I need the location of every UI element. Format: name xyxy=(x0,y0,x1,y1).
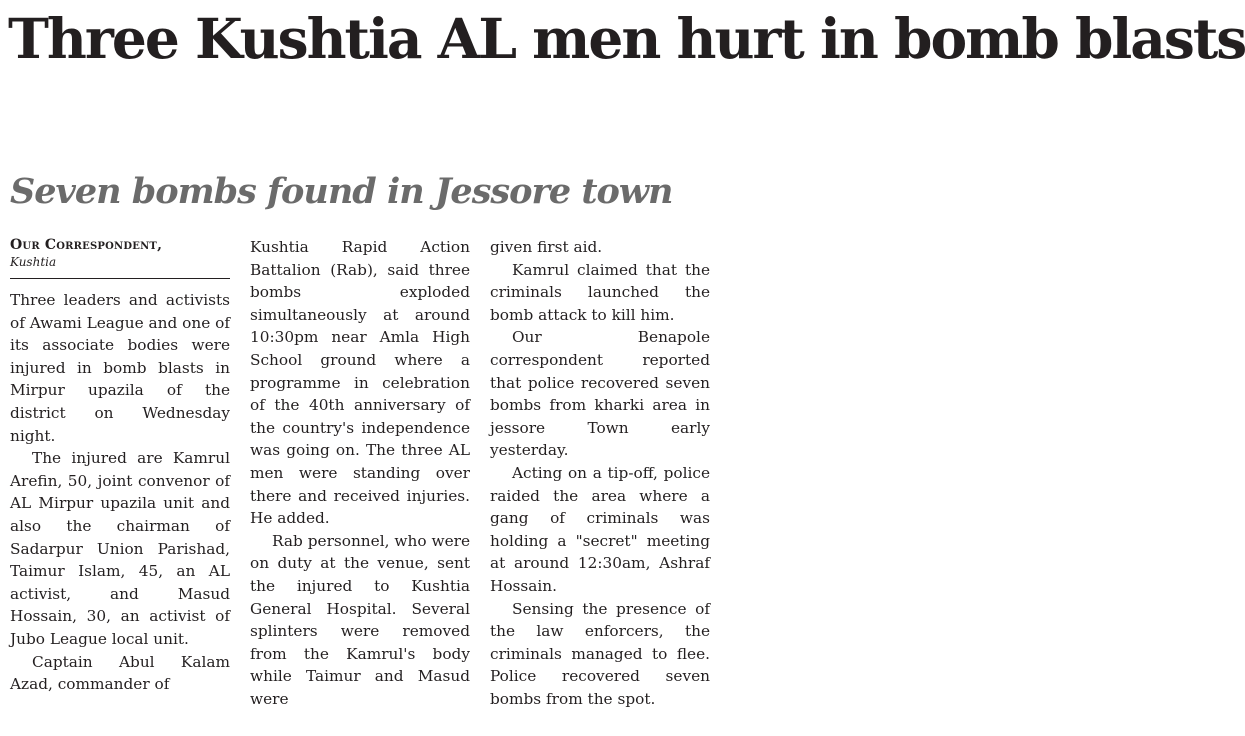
article-column-3 xyxy=(490,236,710,736)
paragraph: Rab personnel, who were on duty at the venue, sent the injured to Kushtia General Hospital. Several splinters were removed from the Kamrul's body while Taimur and Masud were xyxy=(250,531,470,708)
article-column-1 xyxy=(10,236,230,736)
paragraph: Our Benapole correspondent reported that police recovered seven bombs from kharki area in jessore Town early yesterday. xyxy=(490,328,710,460)
paragraph: given first aid. xyxy=(490,238,603,256)
paragraph: Sensing the presence of the law enforcers, the criminals managed to flee. Police recovered seven bombs from the spot. xyxy=(490,599,710,708)
paragraph: Kushtia Rapid Action Battalion (Rab), said three bombs exploded simultaneously at around 10:30pm near Amla High School ground where a programme in celebration of the 40th anniversary of the country's independence was going on. The three AL men were standing over there and received injuries. He added. xyxy=(250,238,470,528)
paragraph: Acting on a tip-off, police raided the area where a gang of criminals was holding a "secret" meeting at around 12:30am, Ashraf Hossain. xyxy=(490,463,710,595)
article-column-2 xyxy=(250,236,470,736)
paragraph: Captain Abul Kalam Azad, commander of xyxy=(10,652,230,694)
dateline: Kushtia xyxy=(10,255,57,269)
headline: Three Kushtia AL men hurt in bomb blasts xyxy=(8,6,1245,71)
paragraph: Kamrul claimed that the criminals launched the bomb attack to kill him. xyxy=(490,260,710,324)
subheadline: Seven bombs found in Jessore town xyxy=(10,171,673,212)
byline: Our Correspondent, xyxy=(10,237,163,253)
paragraph: The injured are Kamrul Arefin, 50, joint convenor of AL Mirpur upazila unit and also the chairman of Sadarpur Union Parishad, Taimur Islam, 45, an AL activist, and Masud Hossain, 30, an activist of Jubo League local unit. xyxy=(10,449,230,648)
byline-divider xyxy=(10,278,230,279)
paragraph: Three leaders and activists of Awami League and one of its associate bodies were injured in bomb blasts in Mirpur upazila of the district on Wednesday night. xyxy=(10,291,230,445)
